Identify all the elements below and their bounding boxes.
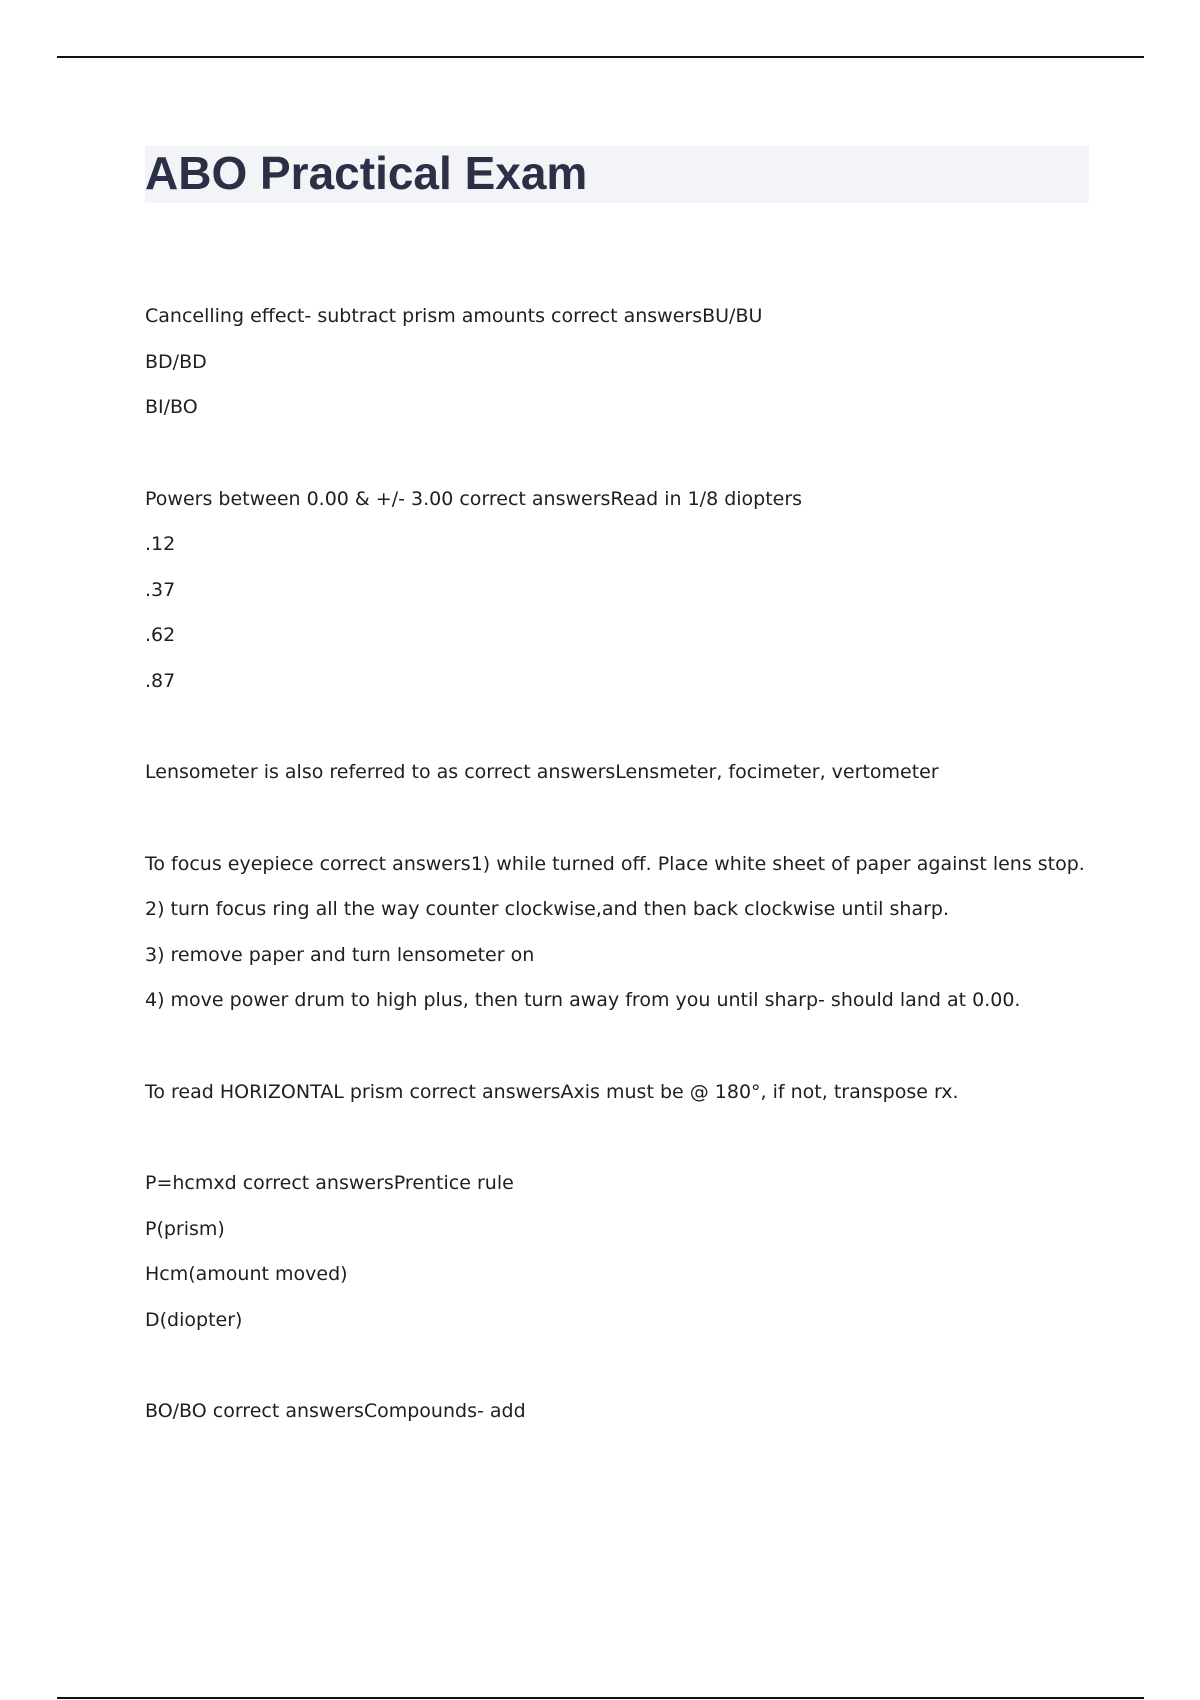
page-title: ABO Practical Exam bbox=[145, 147, 588, 199]
top-divider bbox=[57, 56, 1144, 58]
qa-entry-focus-eyepiece bbox=[145, 842, 1105, 1024]
qa-entry-prentice-rule bbox=[145, 1161, 1105, 1343]
entry-line: BO/BO correct answersCompounds- add bbox=[145, 1400, 526, 1422]
entry-line: 2) turn focus ring all the way counter clockwise,and then back clockwise until sharp. bbox=[145, 898, 949, 920]
entry-line: Powers between 0.00 & +/- 3.00 correct answersRead in 1/8 diopters bbox=[145, 487, 803, 510]
entry-line: .87 bbox=[145, 669, 176, 692]
qa-entry-powers bbox=[145, 477, 1105, 705]
qa-entry-lensometer-names bbox=[145, 750, 1105, 796]
entry-line: BD/BD bbox=[145, 350, 207, 373]
qa-entry-horizontal-prism bbox=[145, 1070, 1105, 1116]
document-body bbox=[145, 294, 1105, 1481]
entry-line: P=hcmxd correct answersPrentice rule bbox=[145, 1172, 514, 1194]
entry-line: 3) remove paper and turn lensometer on bbox=[145, 943, 535, 966]
entry-line: Cancelling effect- subtract prism amounts correct answersBU/BU bbox=[145, 305, 763, 327]
entry-line: BI/BO bbox=[145, 396, 198, 418]
entry-line: D(diopter) bbox=[145, 1308, 243, 1331]
entry-line: Hcm(amount moved) bbox=[145, 1263, 348, 1285]
entry-line: 4) move power drum to high plus, then turn away from you until sharp- should land at 0.00. bbox=[145, 989, 1021, 1011]
bottom-divider bbox=[57, 1697, 1144, 1699]
entry-line: P(prism) bbox=[145, 1217, 225, 1240]
entry-line: Lensometer is also referred to as correct answersLensmeter, focimeter, vertometer bbox=[145, 761, 939, 783]
qa-entry-cancelling-effect bbox=[145, 294, 1105, 431]
qa-entry-compounds bbox=[145, 1389, 1105, 1435]
entry-line: .62 bbox=[145, 624, 176, 646]
entry-line: .12 bbox=[145, 533, 176, 555]
entry-line: To read HORIZONTAL prism correct answersAxis must be @ 180°, if not, transpose rx. bbox=[145, 1080, 959, 1103]
entry-line: .37 bbox=[145, 578, 176, 601]
entry-line: To focus eyepiece correct answers1) while turned off. Place white sheet of paper against lens stop. bbox=[145, 852, 1085, 875]
